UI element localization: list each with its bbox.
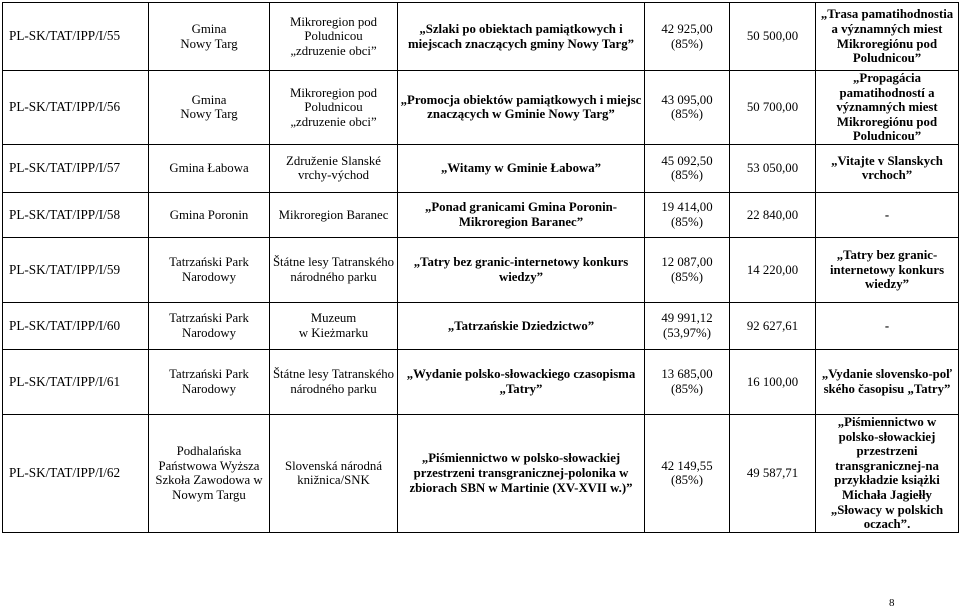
project-title-cell: „Piśmiennictwo w polsko-słowackiej przestrzeni transgranicznej-polonika w zbiorach SBN w Martinie (XV-XVII w.)” (398, 414, 645, 532)
polish-partner-cell: Gmina Łabowa (149, 144, 270, 192)
table-row (3, 144, 959, 192)
eu-funding-cell: 43 095,00 (85%) (645, 71, 730, 145)
partner-project-title-cell: „Trasa pamatihodnostia a významných miest Mikroregiónu pod Poludnicou” (816, 3, 959, 71)
total-value-cell: 14 220,00 (730, 237, 816, 302)
eu-funding-cell: 13 685,00 (85%) (645, 349, 730, 414)
table-row (3, 349, 959, 414)
polish-partner-cell: Podhalańska Państwowa Wyższa Szkoła Zawodowa w Nowym Targu (149, 414, 270, 532)
project-code-cell: PL-SK/TAT/IPP/I/62 (3, 414, 149, 532)
polish-partner-cell: Gmina Nowy Targ (149, 3, 270, 71)
table-row (3, 192, 959, 237)
slovak-partner-cell: Mikroregion pod Poludnicou „zdruzenie obci” (270, 71, 398, 145)
partner-project-title-cell: „Piśmiennictwo w polsko-słowackiej przestrzeni transgranicznej-na przykładzie książki Michała Jagiełły „Słowacy w polskich oczach”. (816, 414, 959, 532)
table-row (3, 414, 959, 532)
partner-project-title-cell: - (816, 192, 959, 237)
table-row (3, 237, 959, 302)
eu-funding-cell: 42 925,00 (85%) (645, 3, 730, 71)
eu-funding-cell: 42 149,55 (85%) (645, 414, 730, 532)
polish-partner-cell: Gmina Poronin (149, 192, 270, 237)
project-code-cell: PL-SK/TAT/IPP/I/55 (3, 3, 149, 71)
total-value-cell: 53 050,00 (730, 144, 816, 192)
eu-funding-cell: 45 092,50 (85%) (645, 144, 730, 192)
table-row (3, 71, 959, 145)
project-code-cell: PL-SK/TAT/IPP/I/58 (3, 192, 149, 237)
polish-partner-cell: Tatrzański Park Narodowy (149, 237, 270, 302)
slovak-partner-cell: Slovenská národná knižnica/SNK (270, 414, 398, 532)
project-code-cell: PL-SK/TAT/IPP/I/57 (3, 144, 149, 192)
table-row (3, 3, 959, 71)
total-value-cell: 50 700,00 (730, 71, 816, 145)
total-value-cell: 22 840,00 (730, 192, 816, 237)
eu-funding-cell: 19 414,00 (85%) (645, 192, 730, 237)
page-number: 8 (889, 597, 895, 609)
project-code-cell: PL-SK/TAT/IPP/I/60 (3, 302, 149, 349)
table-row (3, 302, 959, 349)
total-value-cell: 50 500,00 (730, 3, 816, 71)
project-code-cell: PL-SK/TAT/IPP/I/59 (3, 237, 149, 302)
project-title-cell: „Tatrzańskie Dziedzictwo” (398, 302, 645, 349)
slovak-partner-cell: Muzeum w Kieżmarku (270, 302, 398, 349)
slovak-partner-cell: Mikroregion pod Poludnicou „zdruzenie obci” (270, 3, 398, 71)
project-title-cell: „Tatry bez granic-internetowy konkurs wiedzy” (398, 237, 645, 302)
total-value-cell: 92 627,61 (730, 302, 816, 349)
slovak-partner-cell: Združenie Slanské vrchy-východ (270, 144, 398, 192)
slovak-partner-cell: Štátne lesy Tatranského národného parku (270, 237, 398, 302)
partner-project-title-cell: „Propagácia pamatihodností a významných miest Mikroregiónu pod Poludnicou” (816, 71, 959, 145)
project-title-cell: „Witamy w Gminie Łabowa” (398, 144, 645, 192)
polish-partner-cell: Tatrzański Park Narodowy (149, 302, 270, 349)
eu-funding-cell: 49 991,12 (53,97%) (645, 302, 730, 349)
slovak-partner-cell: Mikroregion Baranec (270, 192, 398, 237)
polish-partner-cell: Tatrzański Park Narodowy (149, 349, 270, 414)
project-title-cell: „Wydanie polsko-słowackiego czasopisma „Tatry” (398, 349, 645, 414)
partner-project-title-cell: - (816, 302, 959, 349)
project-code-cell: PL-SK/TAT/IPP/I/61 (3, 349, 149, 414)
projects-table (2, 2, 959, 533)
polish-partner-cell: Gmina Nowy Targ (149, 71, 270, 145)
project-code-cell: PL-SK/TAT/IPP/I/56 (3, 71, 149, 145)
partner-project-title-cell: „Vydanie slovensko-poľ ského časopisu „Tatry” (816, 349, 959, 414)
partner-project-title-cell: „Vitajte v Slanskych vrchoch” (816, 144, 959, 192)
project-title-cell: „Ponad granicami Gmina Poronin-Mikroregion Baranec” (398, 192, 645, 237)
partner-project-title-cell: „Tatry bez granic-internetowy konkurs wiedzy” (816, 237, 959, 302)
slovak-partner-cell: Štátne lesy Tatranského národného parku (270, 349, 398, 414)
project-title-cell: „Promocja obiektów pamiątkowych i miejsc znaczących w Gminie Nowy Targ” (398, 71, 645, 145)
eu-funding-cell: 12 087,00 (85%) (645, 237, 730, 302)
total-value-cell: 16 100,00 (730, 349, 816, 414)
total-value-cell: 49 587,71 (730, 414, 816, 532)
project-title-cell: „Szlaki po obiektach pamiątkowych i miejscach znaczących gminy Nowy Targ” (398, 3, 645, 71)
